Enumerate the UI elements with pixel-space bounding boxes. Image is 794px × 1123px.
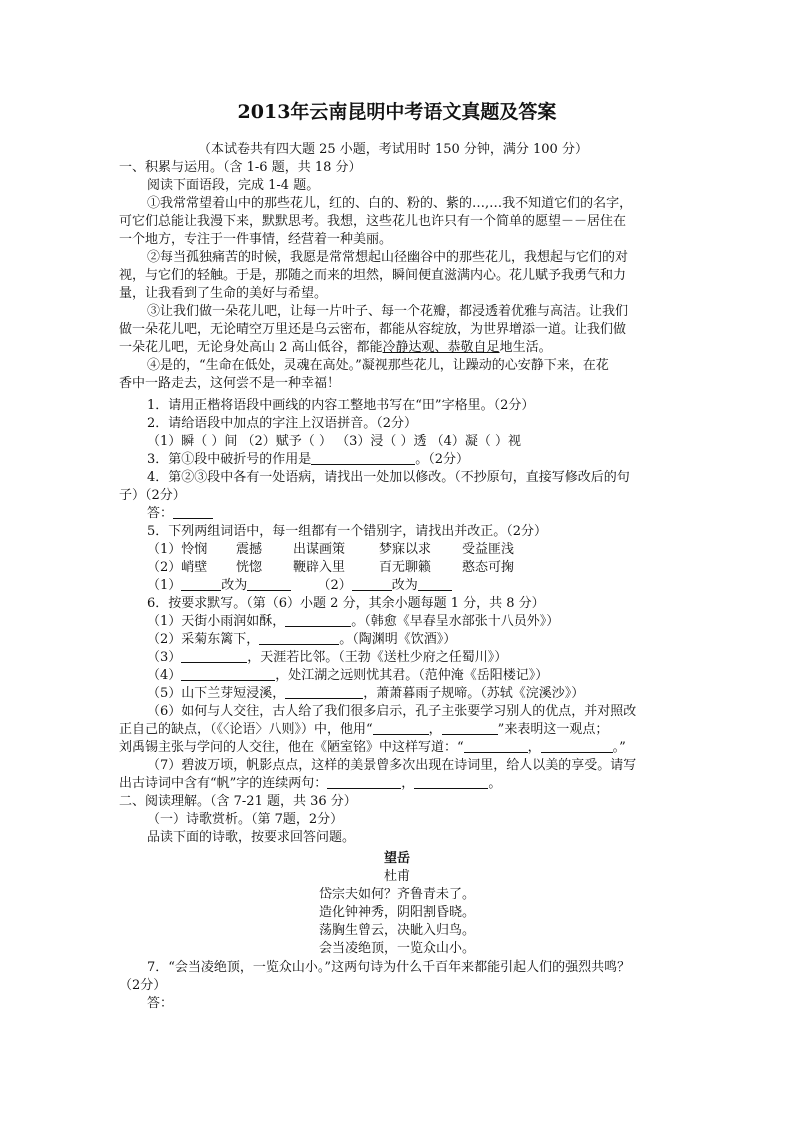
question-6-6: （6）如何与人交往，古人给了我们很多启示，孔子主张要学习别人的优点，并对照改 [147, 704, 637, 719]
word-item: 鞭辟入里 [293, 560, 346, 575]
question-6-4 [147, 667, 548, 685]
answer-blank[interactable] [181, 667, 275, 681]
dictation-text: ， [401, 776, 415, 791]
answer-blank[interactable] [352, 577, 392, 591]
dictation-text: ，天涯若比邻。（王勃《送杜少府之任蜀川》） [247, 650, 508, 665]
poem-title: 望岳 [383, 851, 410, 866]
answer-blank[interactable] [173, 505, 213, 519]
answer-blank[interactable] [285, 685, 363, 699]
poem-intro: 品读下面的诗歌，按要求回答问题。 [147, 830, 356, 845]
answer-blank[interactable] [285, 613, 351, 627]
paragraph-2-line: 视，与它们的轻触。于是，那随之而来的坦然，瞬间便直滋满内心。花儿赋予我勇气和力 [119, 268, 627, 283]
word-item: 震撼 [236, 542, 263, 557]
poem-line: 岱宗夫如何？齐鲁青未了。 [318, 887, 475, 902]
question-6: 6．按要求默写。（第（6）小题 2 分，其余小题每题 1 分，共 8 分） [147, 596, 545, 611]
word-item: 梦寐以求 [379, 542, 432, 557]
question-3 [147, 451, 469, 469]
dictation-text: （2）采菊东篱下， [147, 632, 260, 647]
reading-intro: 阅读下面语段，完成 1-4 题。 [147, 178, 320, 193]
section-2-heading: 二、阅读理解。（含 7-21 题，共 36 分） [119, 794, 357, 809]
question-6-3 [147, 649, 507, 667]
poem-line: 会当凌绝顶，一览众山小。 [318, 941, 475, 956]
paragraph-1-line: ①我常常望着山中的那些花儿，红的、白的、粉的、紫的…,…我不知道它们的名字， [147, 196, 633, 211]
answer-blank[interactable] [247, 577, 291, 591]
question-3-text: 3．第①段中破折号的作用是 [147, 452, 312, 467]
question-5: 5．下列两组词语中，每一组都有一个错别字，请找出并改正。（2分） [147, 524, 548, 539]
paragraph-4-line: 香中一路走去，这何尝不是一种幸福！ [119, 376, 341, 391]
question-6-1 [147, 613, 559, 631]
paragraph-3-text: 地生活。 [499, 340, 552, 355]
answer-blank[interactable] [181, 649, 247, 663]
paragraph-2-line: 量，让我看到了生命的美好与希望。 [119, 286, 328, 301]
answer-blank[interactable] [327, 775, 401, 789]
word-item: 恍惚 [236, 560, 263, 575]
dictation-text: （3） [147, 650, 182, 665]
section-1-heading: 一、积累与运用。（含 1-6 题，共 18 分） [119, 160, 362, 175]
answer-blank[interactable] [373, 721, 429, 735]
correction-label: （1） [147, 578, 182, 593]
subsection-poetry: （一）诗歌赏析。（第 7题，2分） [147, 812, 344, 827]
question-7: 7．“会当凌绝顶，一览众山小。”这两句诗为什么千百年来都能引起人们的强烈共鸣？ [147, 960, 631, 975]
dictation-text: （4） [147, 668, 182, 683]
dictation-text: 。 [488, 776, 502, 791]
word-item: 憨态可掬 [462, 560, 515, 575]
poem-line: 荡胸生曾云，决眦入归鸟。 [318, 923, 475, 938]
word-item: 出谋画策 [293, 542, 346, 557]
word-item: 受益匪浅 [462, 542, 515, 557]
correction-label: （2） [317, 578, 352, 593]
word-item: （2）峭壁 [147, 560, 208, 575]
question-7: （2分） [119, 978, 167, 993]
question-2: 2．请给语段中加点的字注上汉语拼音。（2分） [147, 416, 418, 431]
question-2-options: （1）瞬（ ）间 （2）赋予（ ） （3）浸（ ）透 （4）凝（ ）视 [147, 434, 522, 449]
answer-blank[interactable] [464, 739, 528, 753]
answer-blank[interactable] [414, 775, 488, 789]
dictation-text: ，萧萧暮雨子规啼。（苏轼《浣溪沙》） [363, 686, 585, 701]
dictation-text: 出古诗词中含有“帆”字的连续两句： [119, 776, 328, 791]
underlined-phrase: 冷静达观、恭敬自足 [382, 340, 500, 355]
paragraph-4-line: ④是的，“生命在低处，灵魂在高处。”凝视那些花儿，让躁动的心安静下来，在花 [147, 358, 609, 373]
question-5-row-2 [147, 559, 515, 577]
paragraph-1-line: 可它们总能让我漫下来，默默思考。我想，这些花儿也许只有一个简单的愿望－－居住在 [119, 214, 627, 229]
answer-blank[interactable] [181, 577, 221, 591]
dictation-text: ”来表明这一观点； [497, 722, 609, 737]
answer-blank[interactable] [311, 451, 415, 465]
paragraph-3-text: 一朵花儿吧，无论身处高山 2 高山低谷，都能 [119, 340, 383, 355]
question-6-7-line [119, 775, 501, 793]
answer-blank[interactable] [418, 577, 452, 591]
dictation-text: 。（陶渊明《饮酒》） [339, 632, 457, 647]
question-5-corrections [147, 577, 452, 595]
question-7-answer-label: 答： [147, 996, 174, 1011]
dictation-text: 。（韩愈《早春呈水部张十八员外》） [351, 614, 560, 629]
word-item: 百无聊籁 [379, 560, 432, 575]
dictation-text: ， [428, 722, 442, 737]
question-4-answer [147, 505, 213, 523]
correction-label: 改为 [391, 578, 418, 593]
exam-note: （本试卷共有四大题 25 小题，考试用时 150 分钟，满分 100 分） [198, 142, 588, 157]
word-item: （1）怜悯 [147, 542, 208, 557]
dictation-text: （5）山下兰芽短浸溪， [147, 686, 286, 701]
question-6-7: （7）碧波万顷，帆影点点，这样的美景曾多次出现在诗词里，给人以美的享受。请写 [147, 758, 637, 773]
question-3-text: 。（2分） [415, 452, 470, 467]
poem-author: 杜甫 [383, 869, 410, 884]
dictation-text: ，处江湖之远则忧其君。（范仲淹《岳阳楼记》） [275, 668, 549, 683]
paragraph-2-line: ②每当孤独痛苦的时候，我愿是常常想起山径幽谷中的那些花儿，我想起与它们的对 [147, 250, 629, 265]
paragraph-1-line: 一个地方，专注于一件事情，经营着一种美丽。 [119, 232, 393, 247]
dictation-text: ， [527, 740, 541, 755]
question-6-6-line [119, 739, 626, 757]
question-6-2 [147, 631, 456, 649]
question-6-6-line [119, 721, 608, 739]
dictation-text: （1）天街小雨润如酥， [147, 614, 286, 629]
question-5-row-1 [147, 541, 515, 559]
dictation-text: 。” [612, 740, 626, 755]
question-4: 子）（2分） [119, 488, 186, 503]
answer-label: 答： [147, 506, 174, 521]
question-1: 1．请用正楷将语段中画线的内容工整地书写在“田”字格里。（2分） [147, 398, 535, 413]
answer-blank[interactable] [442, 721, 498, 735]
question-4: 4．第②③段中各有一处语病，请找出一处加以修改。（不抄原句，直接写修改后的句 [147, 470, 630, 485]
question-6-5 [147, 685, 584, 703]
dictation-text: 刘禹锡主张与学问的人交往，他在《陋室铭》中这样写道：“ [119, 740, 464, 755]
answer-blank[interactable] [541, 739, 613, 753]
paragraph-3-line: ③让我们做一朵花儿吧，让每一片叶子、每一个花瓣，都浸透着优雅与高洁。让我们 [147, 304, 629, 319]
answer-blank[interactable] [259, 631, 339, 645]
page-title: 2013年云南昆明中考语文真题及答案 [237, 101, 557, 123]
poem-line: 造化钟神秀，阴阳割昏晓。 [318, 905, 475, 920]
paragraph-3-line [119, 339, 552, 357]
correction-label: 改为 [221, 578, 248, 593]
paragraph-3-line: 做一朵花儿吧，无论晴空万里还是乌云密布，都能从容绽放，为世界增添一道。让我们做 [119, 322, 627, 337]
dictation-text: 正自己的缺点，（《〈论语〉八则》）中，他用“ [119, 722, 373, 737]
